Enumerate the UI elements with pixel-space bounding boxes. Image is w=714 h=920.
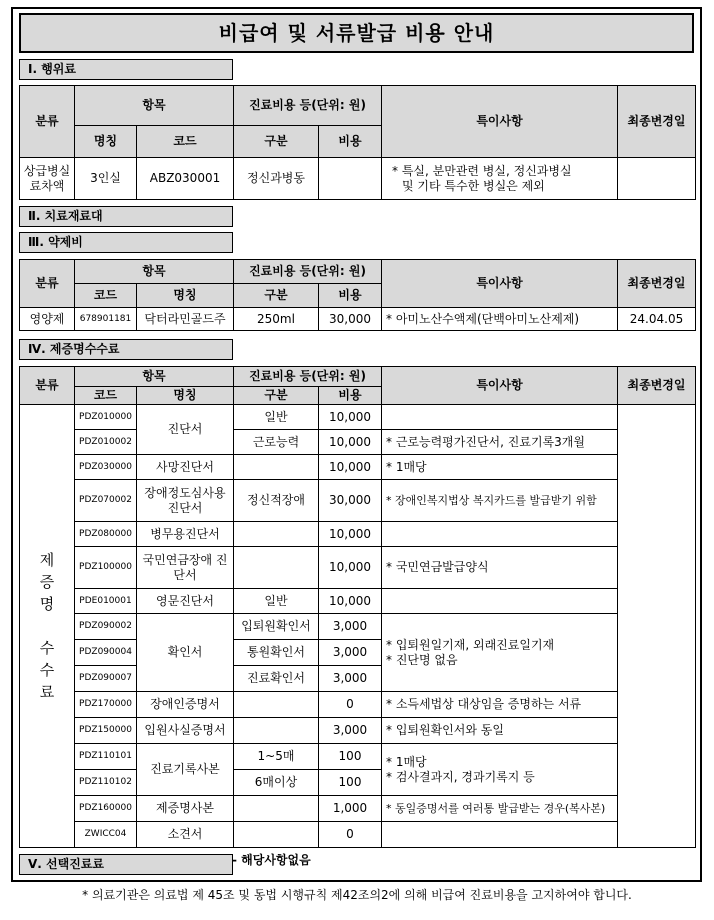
cell-name: 장애정도심사용 진단서: [137, 480, 234, 522]
cell-notes: * 아미노산수액제(단백아미노산제제): [382, 308, 618, 331]
notes-line-1: * 입퇴원일기재, 외래진료일기재: [386, 637, 555, 652]
header-cost: 진료비용 등(단위: 원): [234, 367, 382, 387]
cell-name: 병무용진단서: [137, 522, 234, 547]
section-1-header: Ⅰ. 행위료: [19, 59, 233, 80]
cell-last-changed: [618, 158, 696, 200]
cell-price: 10,000: [319, 522, 382, 547]
cell-price: 3,000: [319, 718, 382, 744]
header-notes: 특이사항: [382, 260, 618, 308]
header-notes: 특이사항: [382, 86, 618, 158]
cell-code: ABZ030001: [137, 158, 234, 200]
cell-price: 3,000: [319, 640, 382, 666]
cell-division: 정신과병동: [234, 158, 319, 200]
cell-code: PDZ090004: [75, 640, 137, 666]
header-item: 항목: [75, 260, 234, 284]
section-2-header: Ⅱ. 치료재료대: [19, 206, 233, 227]
header-last-changed: 최종변경일: [618, 260, 696, 308]
cell-code: PDZ030000: [75, 455, 137, 480]
cell-code: PDZ150000: [75, 718, 137, 744]
cell-division: 일반: [234, 589, 319, 614]
footer-note: * 의료기관은 의료법 제 45조 및 동법 시행규칙 제42조의2에 의해 비급여 진료비용을 고지하여야 합니다.: [82, 888, 632, 902]
cell-last-changed: [618, 405, 696, 848]
cell-division: 정신적장애: [234, 480, 319, 522]
header-item: 항목: [75, 86, 234, 126]
header-price: 비용: [319, 284, 382, 308]
cell-division: [234, 455, 319, 480]
cell-division: [234, 718, 319, 744]
notes-line-2: * 검사결과지, 경과기록지 등: [386, 769, 535, 784]
cell-name: 진단서: [137, 405, 234, 455]
cell-division: 1~5매: [234, 744, 319, 770]
cell-category: 영양제: [20, 308, 75, 331]
cell-division: 통원확인서: [234, 640, 319, 666]
header-notes: 특이사항: [382, 367, 618, 405]
cell-price: 10,000: [319, 547, 382, 589]
header-name: 명칭: [137, 284, 234, 308]
cell-code: PDZ110101: [75, 744, 137, 770]
cell-code: PDZ070002: [75, 480, 137, 522]
cell-notes: [382, 589, 618, 614]
header-category: 분류: [20, 86, 75, 158]
header-cost: 진료비용 등(단위: 원): [234, 86, 382, 126]
cell-price: 100: [319, 744, 382, 770]
cell-notes: * 근로능력평가진단서, 진료기록3개월: [382, 430, 618, 455]
cell-notes: [382, 158, 618, 200]
cell-code: PDZ160000: [75, 796, 137, 822]
cell-price: 1,000: [319, 796, 382, 822]
header-item: 항목: [75, 367, 234, 387]
cell-code: PDZ010000: [75, 405, 137, 430]
header-cost: 진료비용 등(단위: 원): [234, 260, 382, 284]
cell-last-changed: 24.04.05: [618, 308, 696, 331]
header-price: 비용: [319, 126, 382, 158]
cell-name: 확인서: [137, 614, 234, 692]
section-5-value: - 해당사항없음: [232, 853, 311, 867]
notes-line-2: 및 기타 특수한 병실은 제외: [402, 178, 545, 193]
header-name: 명칭: [75, 126, 137, 158]
cell-price: 30,000: [319, 480, 382, 522]
cell-price: 10,000: [319, 405, 382, 430]
cell-category: 제 증 명 수 수 료: [20, 405, 75, 848]
cell-notes: * 입퇴원확인서와 동일: [382, 718, 618, 744]
cell-notes: * 국민연금발급양식: [382, 547, 618, 589]
cell-name: 진료기록사본: [137, 744, 234, 796]
cell-price: 30,000: [319, 308, 382, 331]
cell-name: 사망진단서: [137, 455, 234, 480]
header-code: 코드: [75, 284, 137, 308]
cell-notes: [382, 614, 618, 692]
cell-price: 3,000: [319, 614, 382, 640]
cell-division: 근로능력: [234, 430, 319, 455]
page-title: 비급여 및 서류발급 비용 안내: [19, 13, 694, 53]
header-price: 비용: [319, 387, 382, 405]
cell-name: 영문진단서: [137, 589, 234, 614]
cell-notes: * 1매당: [382, 455, 618, 480]
certificate-fee-table: [19, 366, 696, 848]
cell-price: [319, 158, 382, 200]
header-last-changed: 최종변경일: [618, 367, 696, 405]
cell-price: 10,000: [319, 430, 382, 455]
cell-notes: * 장애인복지법상 복지카드를 발급받기 위함: [382, 480, 618, 522]
cell-division: [234, 522, 319, 547]
cell-division: 250ml: [234, 308, 319, 331]
cell-name: 국민연금장애 진단서: [137, 547, 234, 589]
section-5-header: Ⅴ. 선택진료료: [19, 854, 233, 875]
cell-division: [234, 796, 319, 822]
cell-name: 3인실: [75, 158, 137, 200]
cell-category: 상급병실료차액: [20, 158, 75, 200]
cell-code: 678901181: [75, 308, 137, 331]
cell-name: 장애인증명서: [137, 692, 234, 718]
cell-division: 진료확인서: [234, 666, 319, 692]
document-frame: [11, 7, 702, 882]
header-division: 구분: [234, 387, 319, 405]
cell-notes: * 동일증명서를 여러통 발급받는 경우(복사본): [382, 796, 618, 822]
cell-name: 소견서: [137, 822, 234, 848]
header-division: 구분: [234, 126, 319, 158]
header-code: 코드: [75, 387, 137, 405]
cell-code: PDZ100000: [75, 547, 137, 589]
cell-price: 0: [319, 692, 382, 718]
cell-price: 100: [319, 770, 382, 796]
cell-code: PDZ170000: [75, 692, 137, 718]
cell-price: 10,000: [319, 455, 382, 480]
cell-name: 입원사실증명서: [137, 718, 234, 744]
cell-division: 입퇴원확인서: [234, 614, 319, 640]
cell-code: PDZ090007: [75, 666, 137, 692]
cell-division: 일반: [234, 405, 319, 430]
header-division: 구분: [234, 284, 319, 308]
cell-notes: [382, 744, 618, 796]
cell-division: [234, 692, 319, 718]
cell-name: 제증명사본: [137, 796, 234, 822]
cell-code: PDZ010002: [75, 430, 137, 455]
cell-price: 0: [319, 822, 382, 848]
cell-notes: * 소득세법상 대상임을 증명하는 서류: [382, 692, 618, 718]
section-4-header: Ⅳ. 제증명수수료: [19, 339, 233, 360]
procedure-fee-table: [19, 85, 696, 200]
cell-division: [234, 822, 319, 848]
header-name: 명칭: [137, 387, 234, 405]
notes-line-1: * 특실, 분만관련 병실, 정신과병실: [392, 163, 572, 178]
cell-division: [234, 547, 319, 589]
cell-code: PDZ110102: [75, 770, 137, 796]
cell-notes: [382, 522, 618, 547]
cell-code: PDZ080000: [75, 522, 137, 547]
cell-code: ZWICC04: [75, 822, 137, 848]
drug-fee-table: [19, 259, 696, 331]
cell-code: PDZ090002: [75, 614, 137, 640]
cell-division: 6매이상: [234, 770, 319, 796]
cell-code: PDE010001: [75, 589, 137, 614]
header-category: 분류: [20, 367, 75, 405]
notes-line-1: * 1매당: [386, 754, 427, 769]
cell-price: 3,000: [319, 666, 382, 692]
notes-line-2: * 진단명 없음: [386, 652, 458, 667]
header-category: 분류: [20, 260, 75, 308]
cell-notes: [382, 822, 618, 848]
header-code: 코드: [137, 126, 234, 158]
section-3-header: Ⅲ. 약제비: [19, 232, 233, 253]
cell-name: 닥터라민골드주: [137, 308, 234, 331]
header-last-changed: 최종변경일: [618, 86, 696, 158]
cell-notes: [382, 405, 618, 430]
cell-price: 10,000: [319, 589, 382, 614]
